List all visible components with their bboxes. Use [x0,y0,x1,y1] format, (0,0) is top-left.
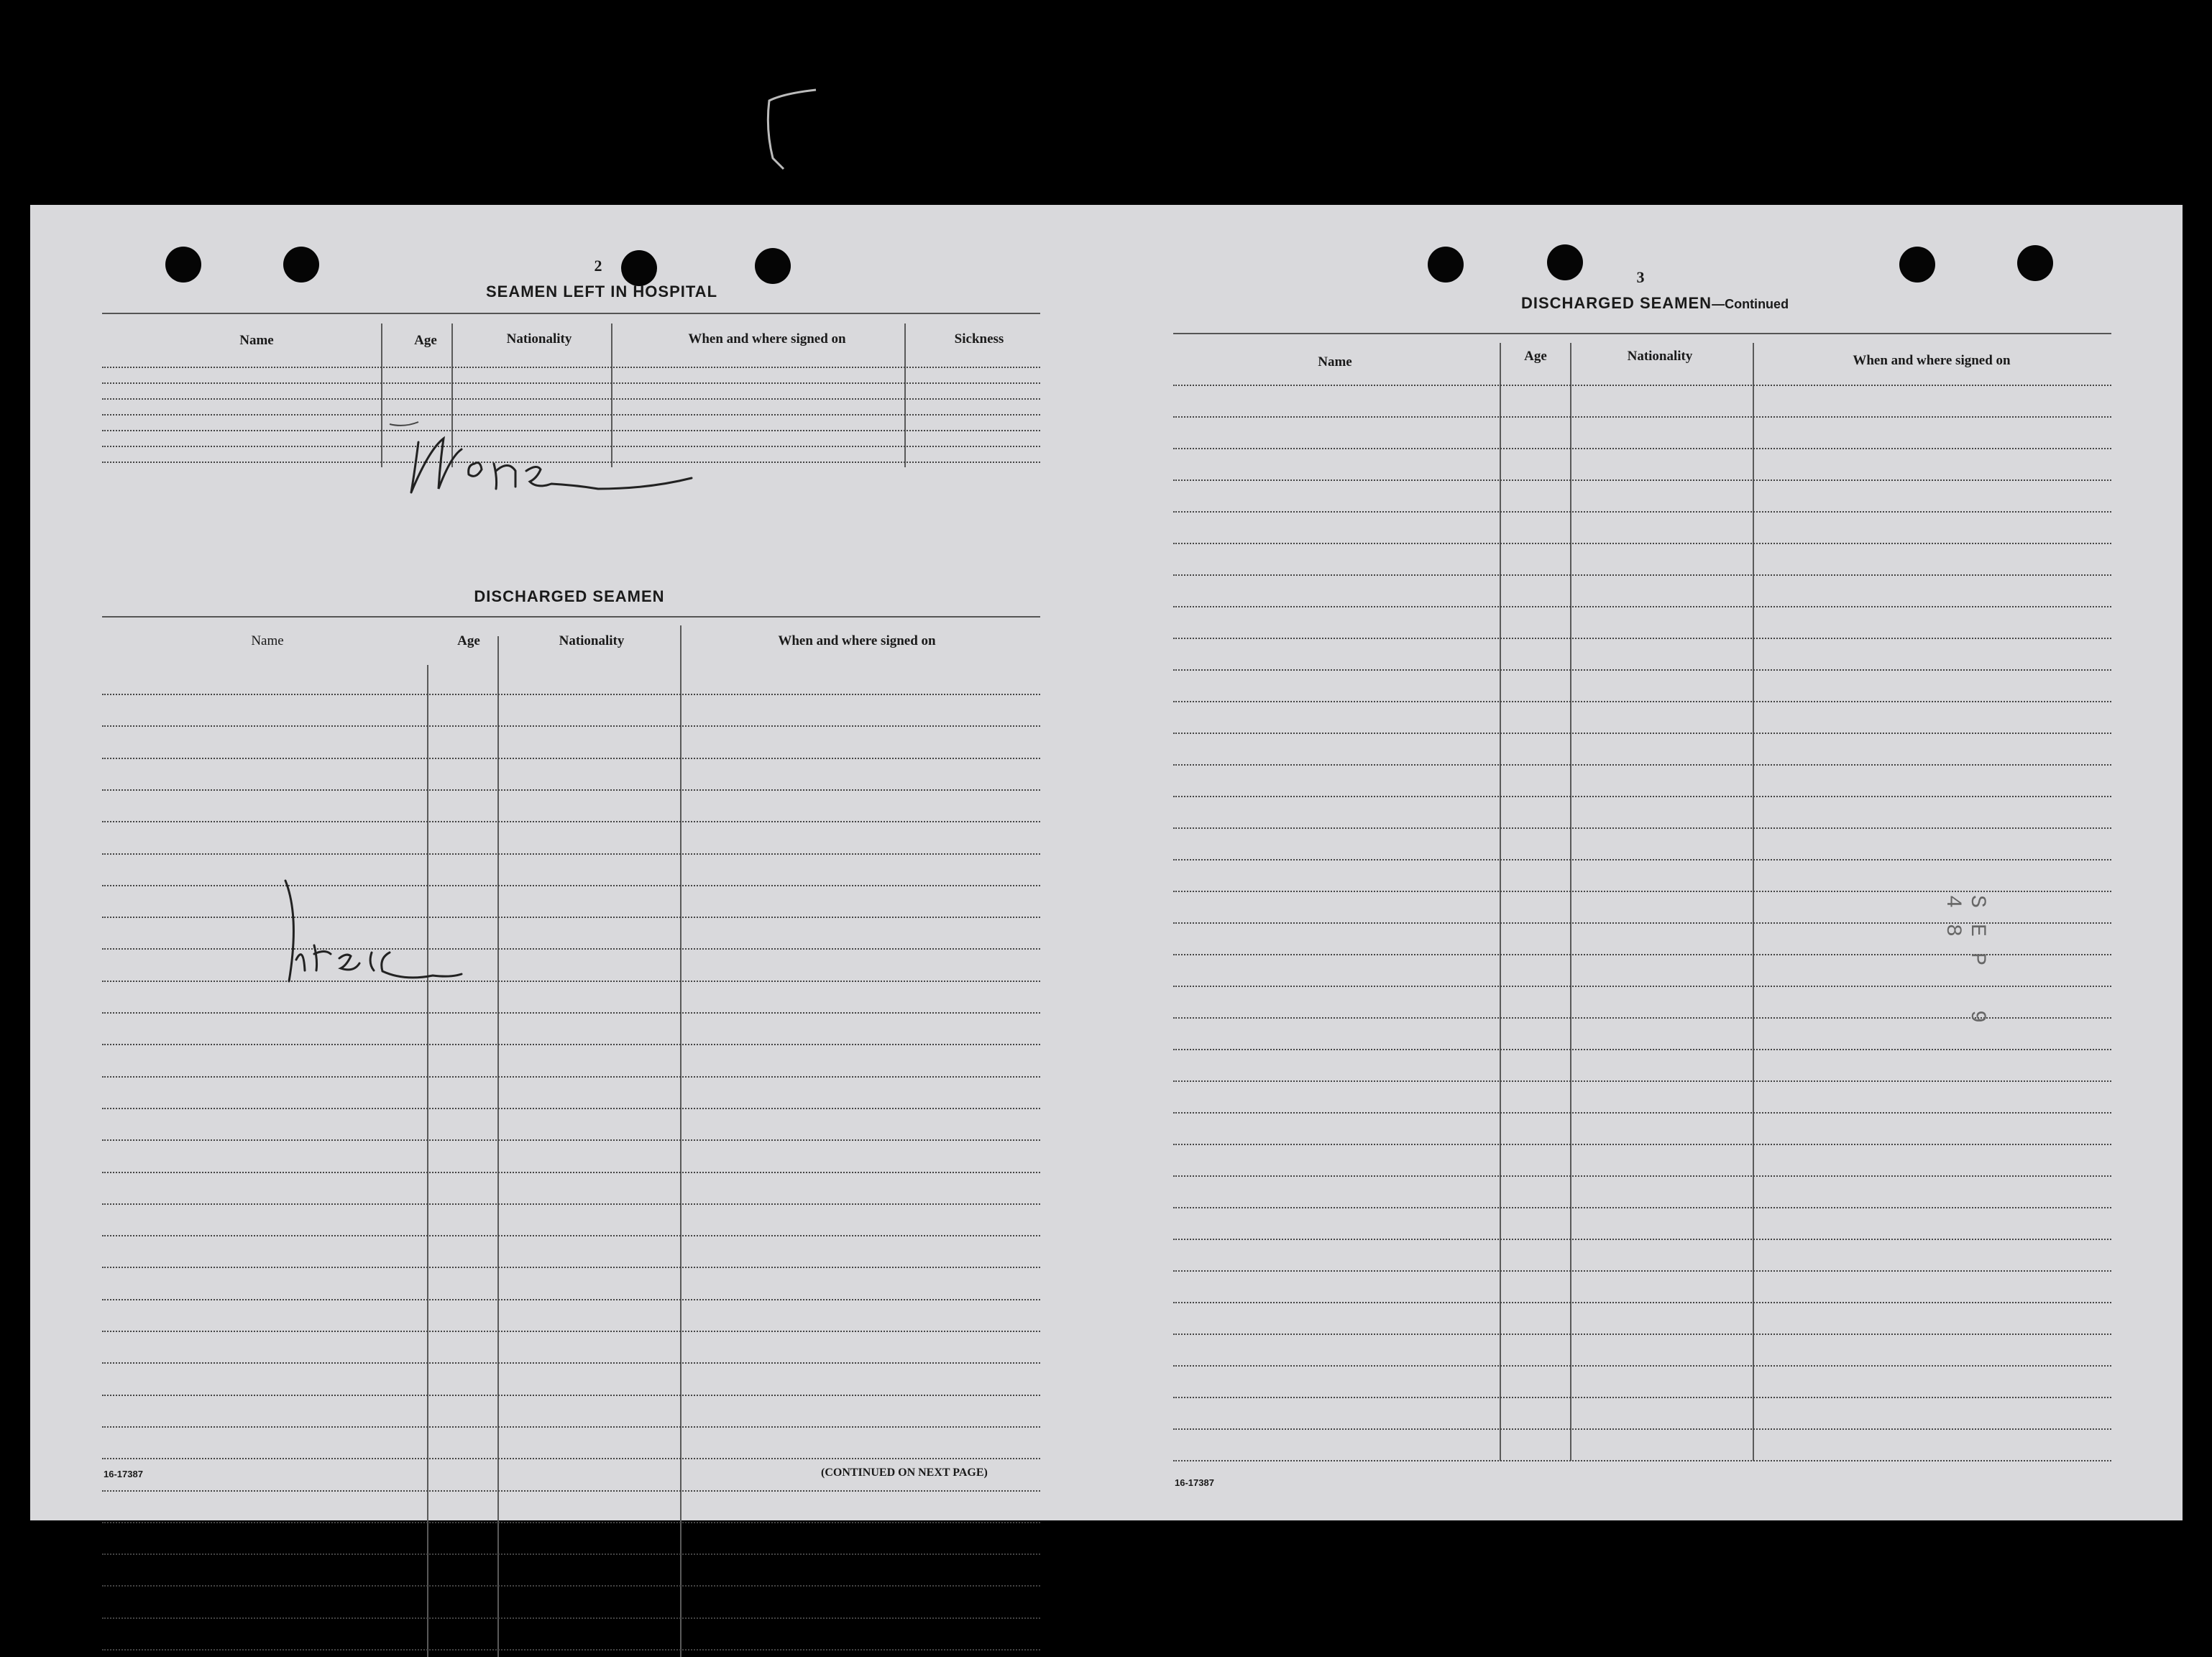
hospital-col-age: Age [414,333,437,348]
right-ruled-line [1173,606,2111,607]
discharged-table-top-rule [102,616,1040,618]
hospital-col-name: Name [239,333,274,348]
discharged-ruled-line [102,1649,1040,1651]
right-ruled-line [1173,1365,2111,1367]
punch-hole [1547,244,1583,280]
discharged-ruled-line [102,1044,1040,1045]
handwritten-none-discharged [246,873,505,996]
page-number-right: 3 [1636,268,1645,286]
discharged-ruled-line [102,1172,1040,1173]
discharged-ruled-line [102,1108,1040,1109]
right-ruled-line [1173,859,2111,860]
discharged-ruled-line [102,1235,1040,1236]
right-ruled-line [1173,1397,2111,1398]
discharged-continued-title [1396,294,1914,313]
right-ruled-line [1173,511,2111,513]
discharged-ruled-line [102,821,1040,822]
discharged-col-age: Age [457,633,480,648]
right-ruled-line [1173,416,2111,418]
discharged-ruled-line [102,981,1040,982]
handwritten-none-hospital [390,421,720,507]
discharged-col-when-where: When and where signed on [778,633,936,648]
right-ruled-line [1173,764,2111,766]
form-number-left: 16-17387 [104,1469,143,1479]
hospital-section-title: SEAMEN LEFT IN HOSPITAL [485,283,718,300]
right-ruled-line [1173,448,2111,449]
right-ruled-line [1173,891,2111,892]
right-col-name: Name [1318,354,1352,370]
discharged-ruled-line [102,1076,1040,1078]
discharged-ruled-line [102,725,1040,727]
right-col-age: Age [1524,349,1547,364]
discharged-section-title: DISCHARGED SEAMEN [474,587,665,605]
right-ruled-line [1173,1334,2111,1335]
punch-hole [2017,245,2053,281]
right-ruled-line [1173,1144,2111,1145]
discharged-ruled-line [102,1139,1040,1141]
hospital-col-when-where: When and where signed on [688,331,846,346]
right-table-top-rule [1173,333,2111,334]
form-number-right: 16-17387 [1175,1477,1214,1488]
discharged-ruled-line [102,789,1040,791]
stray-mark [755,86,820,173]
right-ruled-line [1173,574,2111,576]
discharged-ruled-line [102,885,1040,886]
discharged-ruled-line [102,948,1040,950]
discharged-ruled-line [102,1267,1040,1268]
punch-hole [755,248,791,284]
discharged-ruled-line [102,853,1040,855]
right-ruled-line [1173,385,2111,386]
discharged-ruled-line [102,1553,1040,1555]
discharged-ruled-line [102,694,1040,695]
discharged-ruled-line [102,1362,1040,1364]
hospital-ruled-line [102,398,1040,400]
discharged-col-nationality: Nationality [559,633,625,648]
right-ruled-line [1173,1239,2111,1240]
discharged-ruled-line [102,1458,1040,1459]
hospital-ruled-line [102,367,1040,368]
discharged-ruled-line [102,917,1040,918]
right-ruled-line [1173,1460,2111,1461]
ledger-sheet [30,205,2183,1520]
right-ruled-line [1173,1270,2111,1272]
right-ruled-line [1173,1302,2111,1303]
discharged-ruled-line [102,1395,1040,1396]
right-ruled-line [1173,543,2111,544]
page-number-left: 2 [594,257,602,275]
right-ruled-line [1173,669,2111,671]
right-ruled-line [1173,638,2111,639]
right-ruled-line [1173,796,2111,797]
discharged-ruled-line [102,1299,1040,1300]
date-stamp: SEP 9 48 [1940,895,1989,1039]
discharged-col-divider [680,625,682,1657]
discharged-ruled-line [102,1331,1040,1332]
hospital-ruled-line [102,382,1040,384]
discharged-ruled-line [102,1585,1040,1587]
hospital-col-nationality: Nationality [506,331,572,346]
punch-hole [1428,247,1464,283]
punch-hole [1899,247,1935,283]
right-ruled-line [1173,827,2111,829]
discharged-ruled-line [102,1617,1040,1619]
right-ruled-line [1173,1207,2111,1208]
right-col-nationality: Nationality [1627,349,1693,364]
discharged-ruled-line [102,1490,1040,1492]
right-col-when-where: When and where signed on [1853,353,2011,368]
right-ruled-line [1173,733,2111,734]
right-ruled-line [1173,1112,2111,1114]
punch-hole [165,247,201,283]
discharged-col-divider [427,665,428,1657]
right-ruled-line [1173,701,2111,702]
discharged-continued-suffix: —Continued [1712,297,1789,311]
discharged-continued-title-main: DISCHARGED SEAMEN [1520,294,1712,312]
discharged-ruled-line [102,1426,1040,1428]
continued-footer: (CONTINUED ON NEXT PAGE) [821,1466,988,1479]
right-ruled-line [1173,1175,2111,1177]
right-ruled-line [1173,1428,2111,1430]
discharged-col-name: Name [251,633,284,648]
discharged-ruled-line [102,1012,1040,1014]
discharged-ruled-line [102,1203,1040,1205]
punch-hole [283,247,319,283]
right-ruled-line [1173,479,2111,481]
discharged-ruled-line [102,758,1040,759]
hospital-ruled-line [102,414,1040,416]
discharged-ruled-line [102,1522,1040,1523]
hospital-col-sickness: Sickness [954,331,1004,346]
hospital-table-top-rule [102,313,1040,314]
